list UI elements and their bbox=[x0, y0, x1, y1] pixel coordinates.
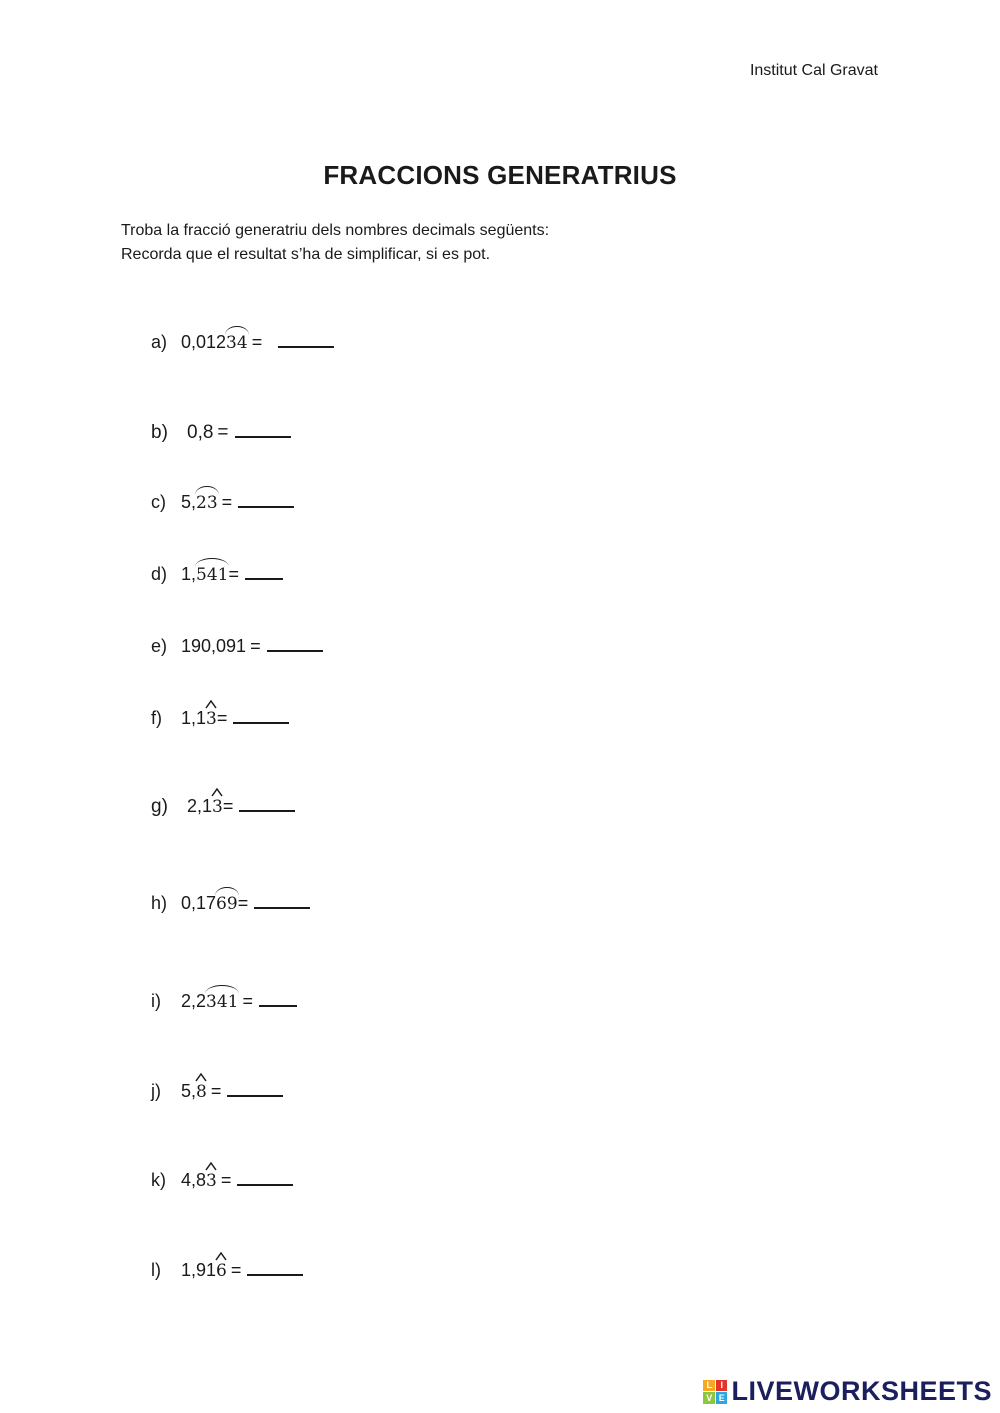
answer-blank-h[interactable] bbox=[254, 889, 310, 909]
exercise-label: i) bbox=[151, 991, 161, 1011]
repeating-digits bbox=[206, 992, 238, 1012]
decimal-number bbox=[181, 708, 217, 729]
exercise-label: j) bbox=[151, 1081, 161, 1101]
repeating-value: 23 bbox=[196, 493, 218, 513]
answer-blank-f[interactable] bbox=[233, 704, 289, 724]
number-prefix: 190,091 bbox=[181, 636, 247, 656]
number-prefix: 1,1 bbox=[181, 708, 207, 728]
exercise-a bbox=[151, 328, 334, 358]
repeating-digits bbox=[196, 493, 218, 513]
decimal-number bbox=[181, 332, 248, 353]
exercise-label: b) bbox=[151, 422, 168, 443]
decimal-number bbox=[181, 564, 228, 585]
exercise-l bbox=[151, 1256, 303, 1286]
answer-blank-d[interactable] bbox=[245, 560, 283, 580]
logo-mark-icon bbox=[703, 1380, 727, 1404]
number-prefix: 1, bbox=[181, 564, 197, 584]
repeating-value: 3 bbox=[206, 1171, 217, 1191]
repeating-digits bbox=[206, 709, 217, 729]
repeating-digits bbox=[206, 1171, 217, 1191]
decimal-number bbox=[181, 636, 246, 657]
school-name: Institut Cal Gravat bbox=[749, 62, 878, 79]
decimal-number bbox=[181, 893, 238, 914]
answer-blank-a[interactable] bbox=[278, 328, 334, 348]
repetend-hat-icon bbox=[205, 698, 217, 710]
exercise-k bbox=[151, 1166, 293, 1196]
equals-sign: = bbox=[228, 564, 239, 584]
repetend-arc-icon bbox=[205, 985, 239, 994]
answer-blank-l[interactable] bbox=[247, 1256, 303, 1276]
repetend-hat-icon bbox=[205, 1160, 217, 1172]
instruction-line-1: Troba la fracció generatriu dels nombres decimals següents: bbox=[121, 222, 550, 239]
decimal-number bbox=[187, 796, 223, 817]
exercise-b bbox=[151, 418, 291, 448]
equals-sign: = bbox=[242, 991, 253, 1011]
repeating-value: 3 bbox=[212, 797, 223, 817]
repetend-arc-icon bbox=[195, 486, 219, 495]
repeating-digits bbox=[196, 565, 228, 585]
exercise-label: a) bbox=[151, 332, 168, 352]
answer-blank-j[interactable] bbox=[227, 1077, 283, 1097]
logo-letter-i: I bbox=[716, 1380, 728, 1392]
repetend-arc-icon bbox=[215, 887, 239, 896]
exercise-label: g) bbox=[151, 796, 168, 817]
equals-sign: = bbox=[216, 708, 228, 728]
repeating-digits bbox=[212, 797, 223, 817]
repeating-value: 8 bbox=[196, 1082, 207, 1102]
equals-sign: = bbox=[221, 492, 233, 512]
liveworksheets-logo[interactable] bbox=[703, 1376, 992, 1407]
number-prefix: 0,8 bbox=[187, 422, 214, 443]
answer-blank-i[interactable] bbox=[259, 987, 297, 1007]
equals-sign: = bbox=[217, 422, 229, 443]
exercise-h bbox=[151, 889, 310, 919]
answer-blank-g[interactable] bbox=[239, 792, 295, 812]
repeating-value: 341 bbox=[206, 992, 239, 1012]
repetend-hat-icon bbox=[211, 786, 223, 798]
logo-text: LIVEWORKSHEETS bbox=[731, 1376, 992, 1406]
equals-sign: = bbox=[220, 1170, 232, 1190]
number-prefix: 4,8 bbox=[181, 1170, 207, 1190]
number-prefix: 5, bbox=[181, 1081, 197, 1101]
repetend-arc-icon bbox=[225, 326, 249, 335]
exercise-label: c) bbox=[151, 492, 166, 512]
exercise-label: f) bbox=[151, 708, 162, 728]
exercise-label: d) bbox=[151, 564, 168, 584]
answer-blank-c[interactable] bbox=[238, 488, 294, 508]
number-prefix: 0,012 bbox=[181, 332, 227, 352]
exercise-label: l) bbox=[151, 1260, 161, 1280]
equals-sign: = bbox=[210, 1081, 222, 1101]
answer-blank-e[interactable] bbox=[267, 632, 323, 652]
answer-blank-k[interactable] bbox=[237, 1166, 293, 1186]
exercise-e bbox=[151, 632, 323, 662]
logo-letter-l: L bbox=[703, 1380, 715, 1392]
exercise-i bbox=[151, 987, 297, 1017]
repetend-hat-icon bbox=[215, 1250, 227, 1262]
exercise-label: h) bbox=[151, 893, 168, 913]
exercise-label: e) bbox=[151, 636, 168, 656]
repetend-arc-icon bbox=[195, 558, 229, 567]
decimal-number bbox=[181, 1170, 217, 1191]
repeating-value: 3 bbox=[206, 709, 217, 729]
repeating-value: 541 bbox=[196, 565, 229, 585]
equals-sign: = bbox=[230, 1260, 242, 1280]
repeating-digits bbox=[226, 333, 248, 353]
exercise-c bbox=[151, 488, 294, 518]
equals-sign: = bbox=[222, 796, 234, 816]
repeating-value: 34 bbox=[226, 333, 248, 353]
repeating-digits bbox=[216, 1261, 227, 1281]
exercise-label: k) bbox=[151, 1170, 166, 1190]
logo-letter-v: V bbox=[703, 1392, 715, 1404]
decimal-number bbox=[181, 1081, 207, 1102]
exercise-d bbox=[151, 560, 283, 590]
number-prefix: 5, bbox=[181, 492, 197, 512]
exercise-g bbox=[151, 792, 295, 822]
answer-blank-b[interactable] bbox=[235, 418, 291, 438]
number-prefix: 0,17 bbox=[181, 893, 217, 913]
repeating-digits bbox=[196, 1082, 207, 1102]
repeating-digits bbox=[216, 894, 238, 914]
instruction-line-2: Recorda que el resultat s’ha de simplificar, si es pot. bbox=[121, 246, 491, 263]
page-title: FRACCIONS GENERATRIUS bbox=[323, 160, 677, 190]
equals-sign: = bbox=[250, 636, 261, 656]
number-prefix: 1,91 bbox=[181, 1260, 217, 1280]
exercise-j bbox=[151, 1077, 283, 1107]
repeating-value: 6 bbox=[216, 1261, 227, 1281]
number-prefix: 2,1 bbox=[187, 796, 213, 816]
decimal-number bbox=[181, 1260, 227, 1281]
repetend-hat-icon bbox=[195, 1071, 207, 1083]
decimal-number bbox=[181, 492, 218, 513]
decimal-number bbox=[187, 422, 213, 444]
equals-sign: = bbox=[237, 893, 249, 913]
repeating-value: 69 bbox=[216, 894, 238, 914]
equals-sign: = bbox=[251, 332, 263, 352]
exercise-f bbox=[151, 704, 289, 734]
logo-letter-e: E bbox=[716, 1392, 728, 1404]
number-prefix: 2,2 bbox=[181, 991, 207, 1011]
decimal-number bbox=[181, 991, 238, 1012]
